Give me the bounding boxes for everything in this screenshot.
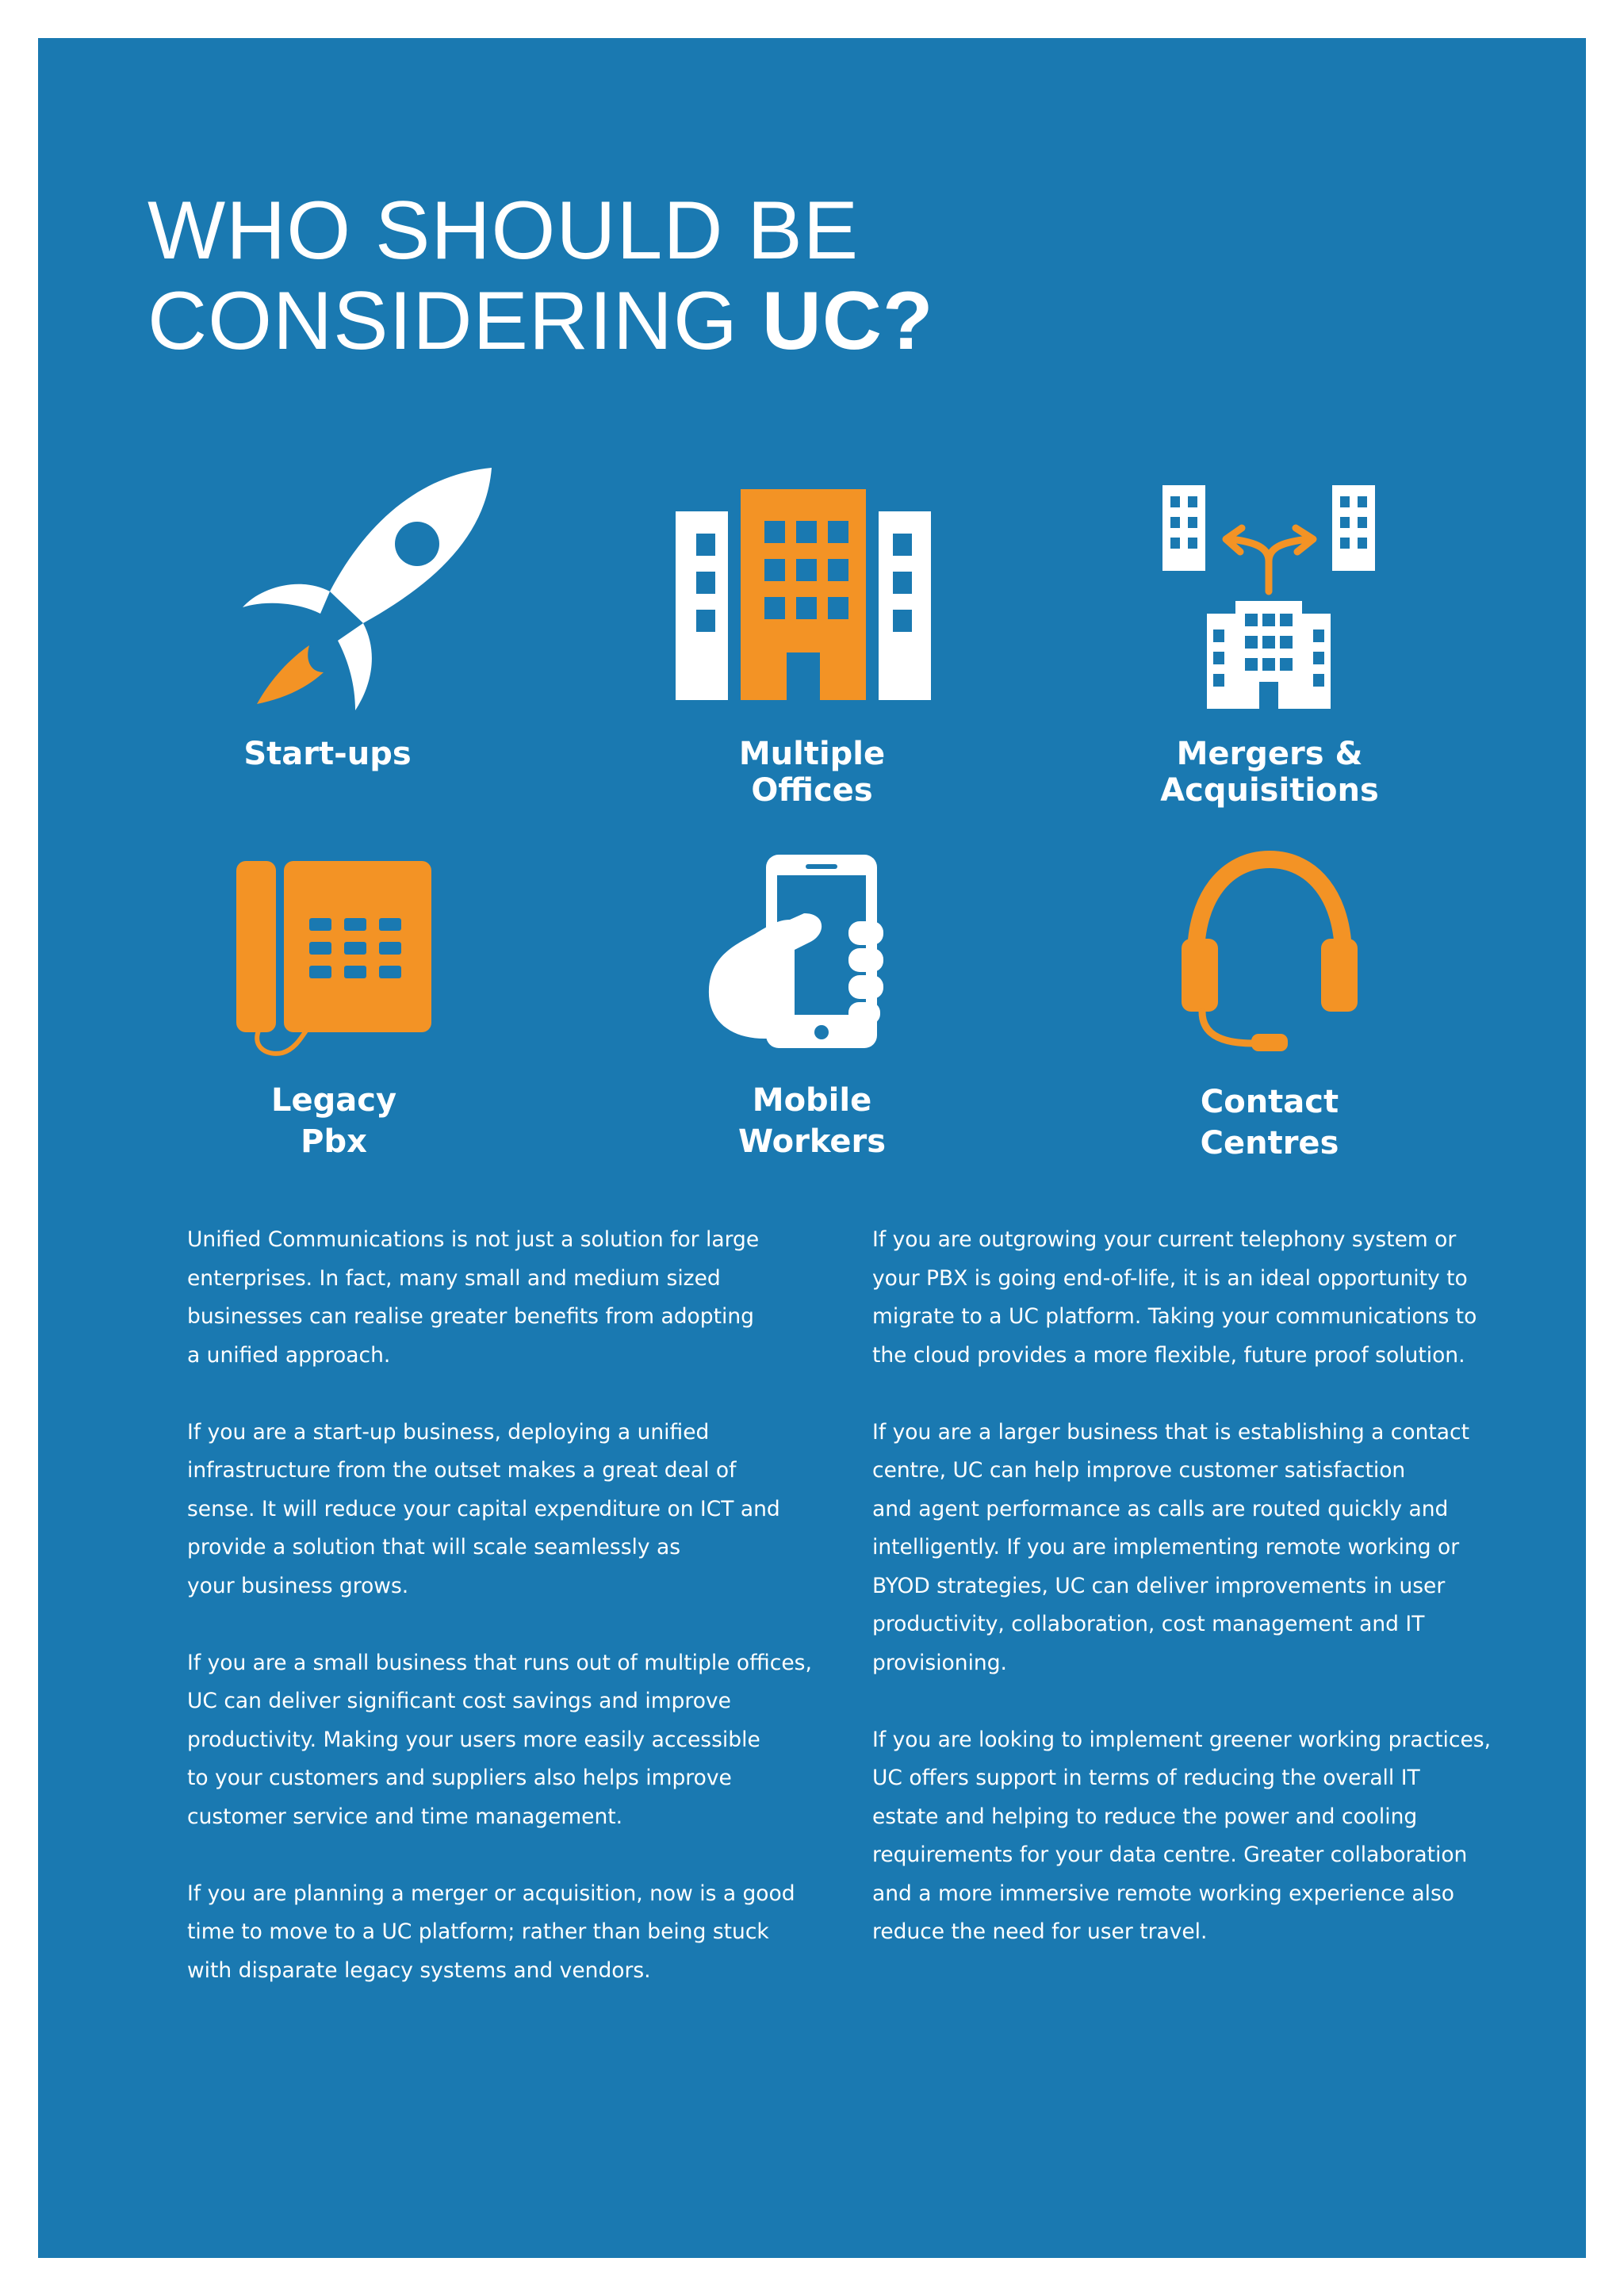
paragraph: If you are a larger business that is establishing a contact centre, UC can help improve customer satisfaction and agent performance as calls are routed quickly and intelligently. If you are implementing remote working or BYOD strategies, UC can deliver improvements in user productivity, collaboration, cost management and IT provisioning. [872, 1419, 1469, 1675]
title-line-2-emphasis: UC? [761, 275, 934, 367]
body-column-left [187, 1221, 812, 2029]
desk-phone-icon [236, 861, 431, 1056]
headset-icon [1182, 850, 1358, 1051]
paragraph: If you are a start-up business, deploying a unified infrastructure from the outset makes a great deal of sense. It will reduce your capital expenditure on ICT and provide a solution that will scale seamlessly as your business grows. [187, 1419, 780, 1598]
category-label-start-ups: Start-ups [243, 736, 412, 772]
merging-buildings-icon [1162, 485, 1377, 710]
category-label-multiple-offices: Multiple Offices [738, 736, 886, 809]
paragraph: If you are planning a merger or acquisition, now is a good time to move to a UC platform; rather than being stuck with disparate legacy systems and vendors. [187, 1881, 795, 1983]
category-label-legacy-pbx: Legacy Pbx [270, 1082, 397, 1160]
title-line-1: WHO SHOULD BE [147, 185, 860, 277]
category-label-contact-centres: Contact Centres [1200, 1084, 1339, 1161]
rocket-icon [236, 465, 498, 718]
paragraph: If you are looking to implement greener working practices, UC offers support in terms of reducing the overall IT estate and helping to reduce the power and cooling requirements for your data centre. Greater collaboration and a more immersive remote working experience also reduce the need for user travel. [872, 1727, 1491, 1944]
paragraph: If you are a small business that runs out of multiple offices, UC can deliver significant cost savings and improve productivity. Making your users more easily accessible to your customers and suppliers also helps improve customer service and time management. [187, 1650, 812, 1829]
mobile-phone-in-hand-icon [707, 855, 891, 1050]
paragraph: Unified Communications is not just a solution for large enterprises. In fact, many small and medium sized businesses can realise greater benefits from adopting a unified approach. [187, 1227, 760, 1368]
page-title [147, 186, 933, 366]
title-line-2: CONSIDERING [147, 275, 762, 367]
category-label-mobile-workers: Mobile Workers [737, 1082, 887, 1160]
office-buildings-icon [676, 489, 931, 700]
paragraph: If you are outgrowing your current telephony system or your PBX is going end-of-life, it is an ideal opportunity to migrate to a UC platform. Taking your communications to the cloud provides a more flexible, future proof solution. [872, 1227, 1477, 1368]
category-label-mergers-acquisitions: Mergers & Acquisitions [1160, 736, 1379, 809]
body-column-right [872, 1221, 1491, 1990]
